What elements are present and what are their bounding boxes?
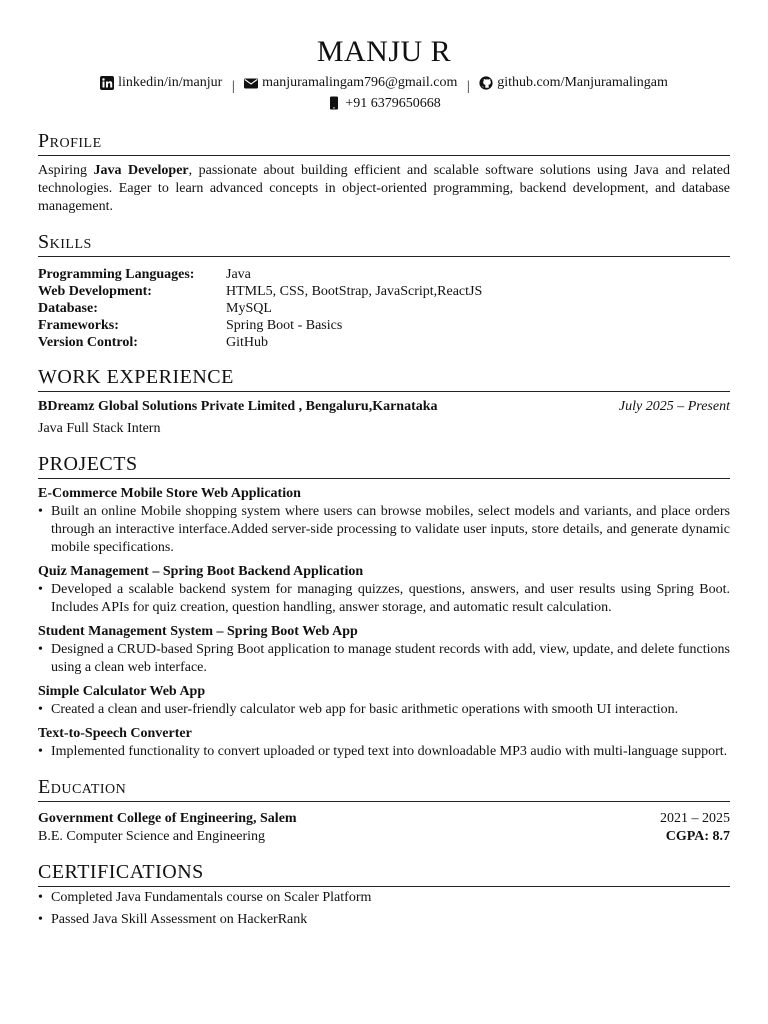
education-entry [38, 810, 730, 846]
contact-info [38, 74, 730, 115]
skill-value: Java [226, 267, 251, 282]
email-text: manjuramalingam796@gmail.com [262, 75, 458, 90]
email-link[interactable] [244, 74, 457, 91]
company-name: BDreamz Global Solutions Private Limited , Bengaluru,Karnataka [38, 399, 438, 414]
project-bullets [38, 503, 730, 557]
project-bullets [38, 701, 730, 719]
github-link[interactable] [479, 74, 668, 91]
skill-label: Programming Languages: [38, 267, 195, 282]
project-description: • Developed a scalable backend system for managing quizzes, questions, answers, and user results using Spring Boot. Includes APIs for quiz creation, question handling, answer storage, and automatic result calculation. [38, 581, 730, 617]
certification-item: • Passed Java Skill Assessment on HackerRank [38, 909, 730, 931]
project-title: E-Commerce Mobile Store Web Application [38, 486, 301, 501]
certification-item: • Completed Java Fundamentals course on Scaler Platform [38, 887, 730, 909]
project-description: • Designed a CRUD-based Spring Boot application to manage student records with add, view, update, and delete functions using a clean web interface. [38, 641, 730, 677]
certifications-list [38, 887, 730, 931]
project-description: • Created a clean and user-friendly calculator web app for basic arithmetic operations with smooth UI interaction. [38, 701, 730, 719]
skill-value: MySQL [226, 301, 272, 316]
skill-row [38, 317, 730, 334]
profile-heading: Profile [38, 129, 730, 156]
skill-label: Web Development: [38, 284, 152, 299]
job-header [38, 398, 730, 416]
phone-text: +91 6379650668 [345, 95, 441, 111]
profile-highlight: Java Developer [93, 163, 189, 178]
school-name: Government College of Engineering, Salem [38, 811, 297, 826]
skill-value: Spring Boot - Basics [226, 318, 343, 333]
project-bullets [38, 743, 730, 761]
github-text: github.com/Manjuramalingam [497, 75, 668, 90]
project-title: Simple Calculator Web App [38, 684, 206, 699]
skill-row [38, 334, 730, 351]
envelope-icon [244, 76, 258, 90]
skills-heading: Skills [38, 230, 730, 257]
skill-label: Version Control: [38, 335, 138, 350]
job-role: Java Full Stack Intern [38, 421, 161, 436]
project-description: • Implemented functionality to convert uploaded or typed text into downloadable MP3 audio with multi-language support. [38, 743, 730, 761]
separator: | [466, 78, 470, 94]
mobile-phone-icon [327, 96, 341, 110]
skill-value: HTML5, CSS, BootStrap, JavaScript,ReactJS [226, 284, 483, 299]
work-experience-heading: WORK EXPERIENCE [38, 365, 730, 392]
skill-row [38, 266, 730, 283]
skill-label: Frameworks: [38, 318, 119, 333]
profile-summary [38, 162, 730, 216]
github-icon [479, 76, 493, 90]
project-bullets [38, 641, 730, 677]
education-years: 2021 – 2025 [660, 811, 730, 826]
profile-text: Aspiring [38, 163, 94, 178]
skill-row [38, 283, 730, 300]
project-description: • Built an online Mobile shopping system where users can browse mobiles, select models and variants, and place orders through an interactive interface.Added server-side processing to validate user inputs, store details, and generate dynamic mobile specifications. [38, 503, 730, 557]
certifications-heading: CERTIFICATIONS [38, 860, 730, 887]
profile-text: , passionate about building efficient and scalable software solutions using Java and related technologies. Eager to learn advanced concepts in object-oriented programming, backend development, and database management. [38, 163, 731, 214]
education-row [38, 810, 730, 828]
education-row [38, 828, 730, 846]
projects-heading: PROJECTS [38, 452, 730, 479]
skill-row [38, 300, 730, 317]
education-heading: Education [38, 775, 730, 802]
project-bullets [38, 581, 730, 617]
job-dates: July 2025 – Present [618, 399, 730, 414]
separator: | [231, 78, 235, 94]
project-title: Quiz Management – Spring Boot Backend Application [38, 564, 364, 579]
linkedin-icon [100, 76, 114, 90]
linkedin-text: linkedin/in/manjur [118, 75, 223, 90]
skills-list [38, 266, 730, 351]
degree-name: B.E. Computer Science and Engineering [38, 829, 266, 844]
resume-page [38, 0, 730, 931]
linkedin-link[interactable] [100, 74, 222, 91]
candidate-name: MANJU R [316, 35, 452, 68]
phone-link[interactable] [327, 95, 440, 112]
cgpa: CGPA: 8.7 [665, 829, 730, 844]
skill-value: GitHub [226, 335, 268, 350]
skill-label: Database: [38, 301, 98, 316]
project-title: Student Management System – Spring Boot Web App [38, 624, 358, 639]
project-title: Text-to-Speech Converter [38, 726, 192, 741]
